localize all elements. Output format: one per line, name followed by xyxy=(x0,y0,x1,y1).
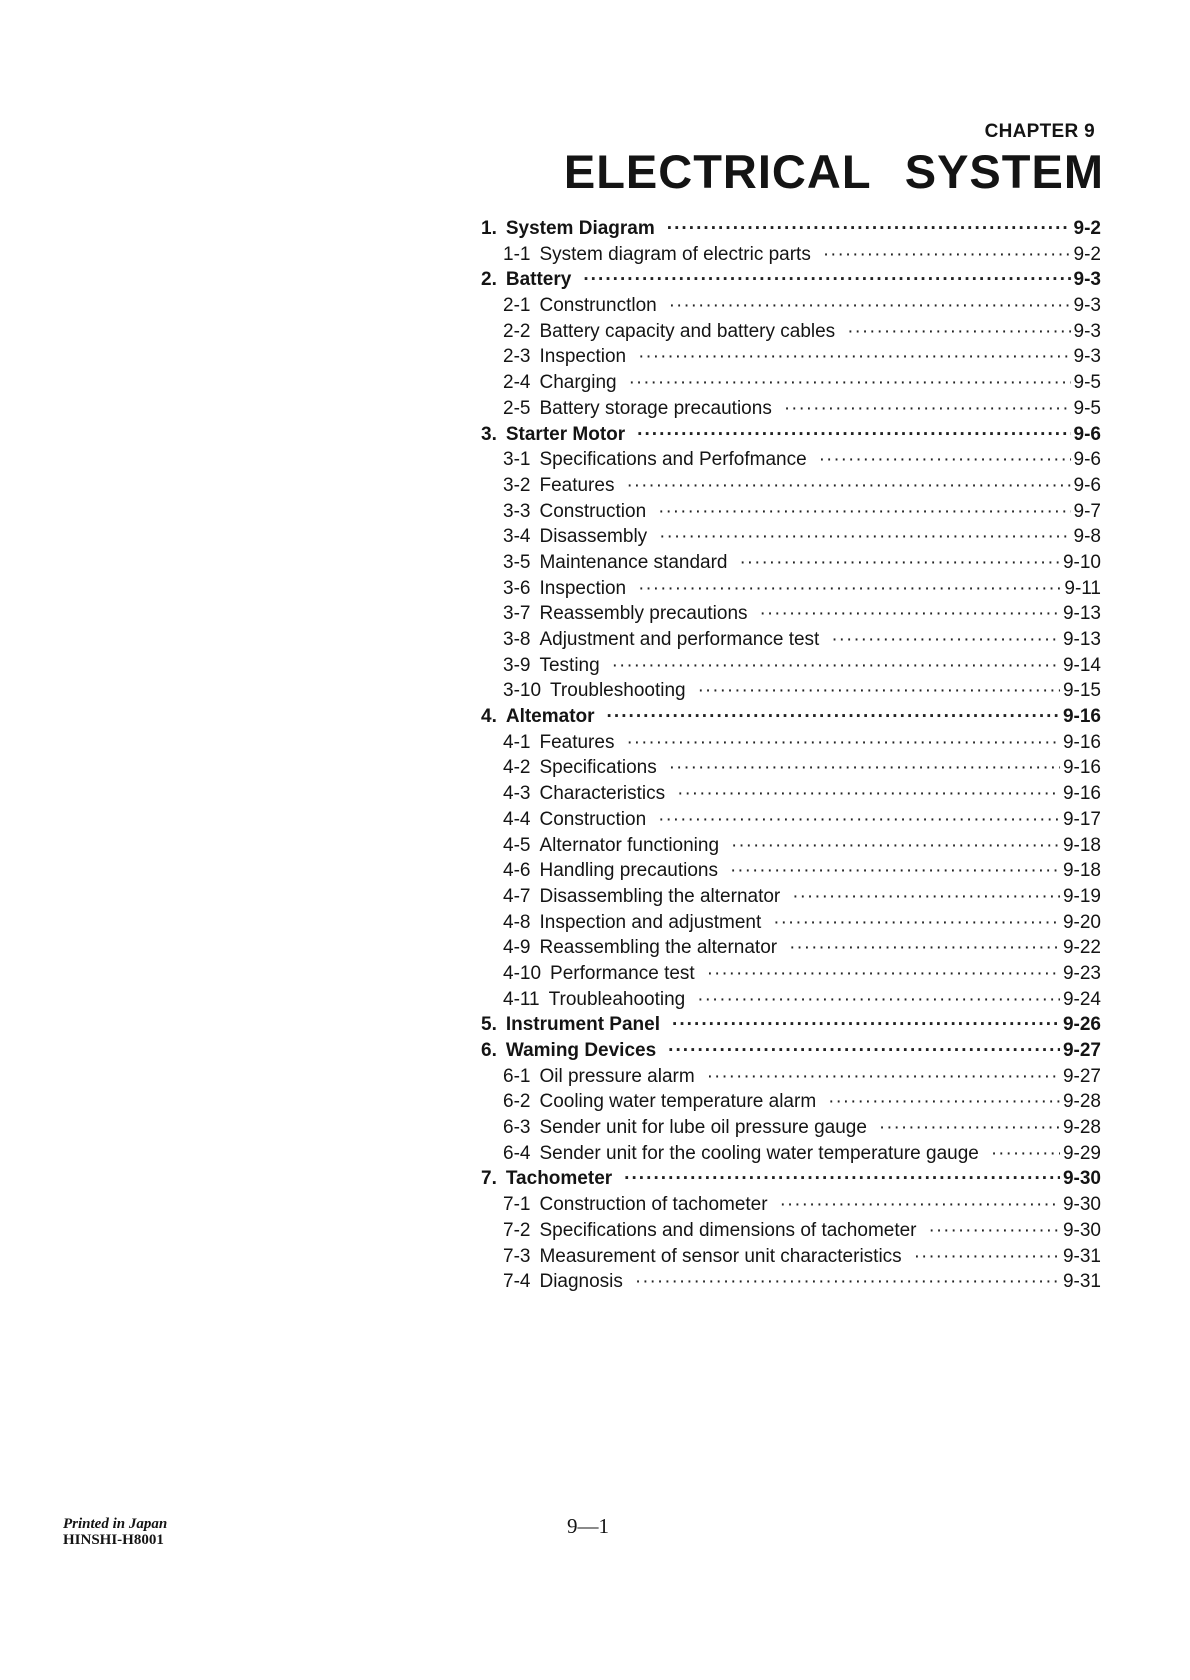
toc-page: 9-17 xyxy=(1062,808,1101,830)
toc-number: 3-7 xyxy=(503,603,531,625)
toc-page: 9-16 xyxy=(1062,706,1101,728)
toc-number: 3-2 xyxy=(503,474,531,496)
toc-label: Specifications xyxy=(539,757,657,779)
toc-label: Disassembling the alternator xyxy=(539,885,781,907)
dot-leader xyxy=(626,475,1070,497)
toc-number: 1. xyxy=(481,218,497,239)
toc-number: 4-2 xyxy=(503,757,531,779)
dot-leader xyxy=(607,706,1060,728)
toc-label: Construction xyxy=(539,808,647,830)
toc-page: 9-22 xyxy=(1062,937,1101,959)
toc-subsection xyxy=(481,603,1101,629)
toc-page: 9-16 xyxy=(1062,731,1101,753)
toc-subsection xyxy=(481,989,1101,1015)
toc-subsection xyxy=(481,680,1101,706)
toc-number: 6. xyxy=(481,1040,497,1061)
dot-leader xyxy=(658,809,1060,831)
toc-label: Diagnosis xyxy=(539,1271,623,1293)
toc-page: 9-29 xyxy=(1062,1142,1101,1164)
dot-leader xyxy=(672,1014,1060,1036)
toc-number: 4-6 xyxy=(503,860,531,882)
toc-label: Performance test xyxy=(550,962,695,984)
toc-number: 3-10 xyxy=(503,680,542,702)
toc-label: Alternator functioning xyxy=(539,834,720,856)
toc-page: 9-28 xyxy=(1062,1091,1101,1113)
toc-number: 4. xyxy=(481,706,497,728)
toc-subsection xyxy=(481,860,1101,886)
toc-page: 9-27 xyxy=(1062,1040,1101,1061)
toc-page: 9-26 xyxy=(1062,1014,1101,1036)
dot-leader xyxy=(638,578,1061,600)
toc-subsection xyxy=(481,809,1101,835)
toc-subsection xyxy=(481,757,1101,783)
dot-leader xyxy=(612,655,1060,677)
dot-leader xyxy=(792,886,1060,908)
dot-leader xyxy=(730,860,1060,882)
toc-number: 4-11 xyxy=(503,988,540,1010)
toc-number: 3-4 xyxy=(503,526,531,548)
toc-page: 9-10 xyxy=(1062,551,1101,573)
toc-page: 9-30 xyxy=(1062,1168,1101,1190)
toc-section xyxy=(481,1168,1101,1194)
toc-subsection xyxy=(481,1194,1101,1220)
toc-label: Waming Devices xyxy=(505,1040,657,1061)
toc-label: Inspection and adjustment xyxy=(539,911,762,933)
toc-subsection xyxy=(481,1091,1101,1117)
toc-number: 6-2 xyxy=(503,1091,531,1113)
dot-leader xyxy=(637,424,1070,446)
toc-number: 3-8 xyxy=(503,629,531,650)
toc-subsection xyxy=(481,295,1101,321)
toc-page: 9-6 xyxy=(1073,423,1101,445)
toc-number: 4-5 xyxy=(503,834,531,856)
toc-number: 1-1 xyxy=(503,243,531,265)
toc-page: 9-24 xyxy=(1062,988,1101,1010)
toc-label: Charging xyxy=(539,372,617,394)
dot-leader xyxy=(773,912,1060,934)
toc-label: Handling precautions xyxy=(539,860,718,882)
dot-leader xyxy=(707,963,1060,985)
dot-leader xyxy=(929,1220,1060,1242)
page-title: ELECTRICAL SYSTEM xyxy=(563,145,1104,198)
toc-label: System Diagram xyxy=(505,218,655,239)
toc-page: 9-6 xyxy=(1073,474,1101,496)
toc-subsection xyxy=(481,552,1101,578)
toc-section xyxy=(481,1040,1101,1066)
print-info xyxy=(63,1516,167,1548)
toc-number: 3-9 xyxy=(503,654,531,676)
toc-label: Features xyxy=(539,731,615,753)
page-number: 9—1 xyxy=(567,1514,609,1538)
toc-page: 9-13 xyxy=(1062,603,1101,625)
dot-leader xyxy=(667,218,1071,240)
toc-number: 5. xyxy=(481,1014,497,1036)
toc-label: Sender unit for lube oil pressure gauge xyxy=(539,1117,867,1139)
toc-page: 9-23 xyxy=(1062,962,1101,984)
toc-label: Adjustment and performance test xyxy=(539,629,820,650)
table-of-contents xyxy=(481,218,1101,1297)
dot-leader xyxy=(658,501,1070,523)
toc-section xyxy=(481,424,1101,450)
toc-subsection xyxy=(481,835,1101,861)
dot-leader xyxy=(697,989,1060,1011)
dot-leader xyxy=(629,372,1071,394)
toc-section xyxy=(481,269,1101,295)
toc-subsection xyxy=(481,526,1101,552)
toc-label: Battery capacity and battery cables xyxy=(539,320,836,342)
dot-leader xyxy=(914,1246,1060,1268)
dot-leader xyxy=(780,1194,1060,1216)
toc-number: 4-1 xyxy=(503,731,531,753)
toc-label: Troubleahooting xyxy=(548,988,686,1010)
dot-leader xyxy=(698,680,1060,702)
toc-page: 9-31 xyxy=(1062,1271,1101,1293)
toc-page: 9-18 xyxy=(1062,860,1101,882)
toc-page: 9-3 xyxy=(1073,346,1101,368)
toc-subsection xyxy=(481,1117,1101,1143)
toc-label: System diagram of electric parts xyxy=(539,243,811,265)
toc-label: Maintenance standard xyxy=(539,551,728,573)
toc-label: Specifications and Perfofmance xyxy=(539,449,807,471)
toc-number: 6-1 xyxy=(503,1065,531,1087)
dot-leader xyxy=(624,1168,1060,1190)
toc-number: 3-5 xyxy=(503,551,531,573)
toc-label: Altemator xyxy=(505,706,595,728)
dot-leader xyxy=(635,1271,1060,1293)
dot-leader xyxy=(677,783,1060,805)
toc-page: 9-8 xyxy=(1073,526,1101,548)
toc-label: Sender unit for the cooling water temperature gauge xyxy=(539,1142,979,1164)
toc-label: Cooling water temperature alarm xyxy=(539,1091,817,1113)
toc-label: Specifications and dimensions of tachometer xyxy=(539,1219,917,1241)
toc-label: Reassembly precautions xyxy=(539,603,748,625)
toc-page: 9-13 xyxy=(1062,629,1101,650)
toc-subsection xyxy=(481,398,1101,424)
toc-subsection xyxy=(481,372,1101,398)
dot-leader xyxy=(831,629,1060,651)
dot-leader xyxy=(784,398,1071,420)
document-code: HINSHI-H8001 xyxy=(63,1532,164,1548)
toc-subsection xyxy=(481,321,1101,347)
toc-subsection xyxy=(481,937,1101,963)
toc-label: Instrument Panel xyxy=(505,1014,661,1036)
toc-number: 7. xyxy=(481,1168,497,1190)
toc-subsection xyxy=(481,629,1101,655)
toc-subsection xyxy=(481,732,1101,758)
toc-label: Measurement of sensor unit characteristics xyxy=(539,1245,902,1267)
toc-subsection xyxy=(481,578,1101,604)
toc-page: 9-18 xyxy=(1062,834,1101,856)
toc-number: 6-4 xyxy=(503,1142,531,1164)
toc-label: Inspection xyxy=(539,577,627,599)
toc-subsection xyxy=(481,346,1101,372)
toc-page: 9-20 xyxy=(1062,911,1101,933)
toc-subsection xyxy=(481,655,1101,681)
toc-page: 9-6 xyxy=(1073,449,1101,471)
toc-page: 9-30 xyxy=(1062,1194,1101,1216)
toc-label: Disassembly xyxy=(539,526,648,548)
toc-subsection xyxy=(481,886,1101,912)
toc-number: 4-3 xyxy=(503,783,531,805)
dot-leader xyxy=(669,295,1071,317)
toc-section xyxy=(481,218,1101,244)
dot-leader xyxy=(707,1066,1060,1088)
toc-number: 4-8 xyxy=(503,911,531,933)
toc-number: 2-5 xyxy=(503,397,531,419)
dot-leader xyxy=(823,244,1071,266)
toc-page: 9-11 xyxy=(1064,577,1101,599)
toc-subsection xyxy=(481,1246,1101,1272)
dot-leader xyxy=(739,552,1059,574)
dot-leader xyxy=(638,346,1070,368)
toc-page: 9-7 xyxy=(1073,500,1101,522)
toc-number: 4-4 xyxy=(503,808,531,830)
dot-leader xyxy=(583,269,1070,291)
dot-leader xyxy=(847,321,1070,343)
dot-leader xyxy=(659,526,1070,548)
toc-label: Testing xyxy=(539,654,600,676)
toc-label: Tachometer xyxy=(505,1168,613,1190)
dot-leader xyxy=(626,732,1060,754)
toc-page: 9-2 xyxy=(1073,218,1101,239)
toc-number: 2-2 xyxy=(503,320,531,342)
toc-label: Oil pressure alarm xyxy=(539,1065,695,1087)
toc-number: 7-1 xyxy=(503,1194,531,1216)
toc-page: 9-3 xyxy=(1073,295,1101,317)
toc-page: 9-31 xyxy=(1062,1245,1101,1267)
toc-number: 7-3 xyxy=(503,1245,531,1267)
toc-number: 3. xyxy=(481,423,497,445)
toc-number: 7-4 xyxy=(503,1271,531,1293)
toc-subsection xyxy=(481,244,1101,270)
toc-subsection xyxy=(481,449,1101,475)
toc-label: Reassembling the alternator xyxy=(539,937,778,959)
toc-label: Construction xyxy=(539,500,647,522)
toc-page: 9-3 xyxy=(1073,320,1101,342)
dot-leader xyxy=(731,835,1060,857)
toc-page: 9-16 xyxy=(1062,783,1101,805)
dot-leader xyxy=(668,1040,1060,1062)
dot-leader xyxy=(789,937,1060,959)
toc-page: 9-27 xyxy=(1062,1065,1101,1087)
toc-page: 9-3 xyxy=(1073,269,1101,291)
toc-subsection xyxy=(481,783,1101,809)
toc-label: Construction of tachometer xyxy=(539,1194,768,1216)
toc-subsection xyxy=(481,1271,1101,1297)
dot-leader xyxy=(879,1117,1060,1139)
dot-leader xyxy=(819,449,1071,471)
toc-subsection xyxy=(481,1220,1101,1246)
dot-leader xyxy=(760,603,1060,625)
toc-page: 9-16 xyxy=(1062,757,1101,779)
printed-in-label: Printed in Japan xyxy=(63,1516,168,1532)
toc-page: 9-19 xyxy=(1062,885,1101,907)
dot-leader xyxy=(991,1143,1060,1165)
toc-number: 7-2 xyxy=(503,1219,531,1241)
dot-leader xyxy=(669,757,1060,779)
toc-label: Features xyxy=(539,474,615,496)
toc-label: Inspection xyxy=(539,346,627,368)
toc-number: 3-1 xyxy=(503,449,531,471)
toc-label: Characteristics xyxy=(539,783,666,805)
toc-subsection xyxy=(481,1143,1101,1169)
toc-page: 9-28 xyxy=(1062,1117,1101,1139)
toc-number: 3-6 xyxy=(503,577,531,599)
toc-subsection xyxy=(481,963,1101,989)
toc-label: Battery storage precautions xyxy=(539,397,772,419)
toc-page: 9-5 xyxy=(1073,397,1101,419)
toc-subsection xyxy=(481,1066,1101,1092)
toc-label: Troubleshooting xyxy=(550,680,686,702)
toc-number: 2-3 xyxy=(503,346,531,368)
toc-subsection xyxy=(481,475,1101,501)
toc-number: 4-10 xyxy=(503,962,542,984)
toc-page: 9-14 xyxy=(1062,654,1101,676)
toc-number: 2. xyxy=(481,269,497,291)
dot-leader xyxy=(828,1091,1060,1113)
toc-page: 9-30 xyxy=(1062,1219,1101,1241)
toc-section xyxy=(481,706,1101,732)
toc-label: Starter Motor xyxy=(505,423,626,445)
toc-number: 2-1 xyxy=(503,295,531,317)
chapter-label: CHAPTER 9 xyxy=(984,121,1095,142)
toc-number: 4-9 xyxy=(503,937,531,959)
toc-section xyxy=(481,1014,1101,1040)
toc-page: 9-5 xyxy=(1073,372,1101,394)
toc-number: 3-3 xyxy=(503,500,531,522)
toc-subsection xyxy=(481,501,1101,527)
toc-number: 4-7 xyxy=(503,885,531,907)
toc-subsection xyxy=(481,912,1101,938)
toc-label: Construnctlon xyxy=(539,295,657,317)
toc-page: 9-15 xyxy=(1062,680,1101,702)
toc-page: 9-2 xyxy=(1073,243,1101,265)
toc-number: 6-3 xyxy=(503,1117,531,1139)
toc-label: Battery xyxy=(505,269,572,291)
toc-number: 2-4 xyxy=(503,372,531,394)
